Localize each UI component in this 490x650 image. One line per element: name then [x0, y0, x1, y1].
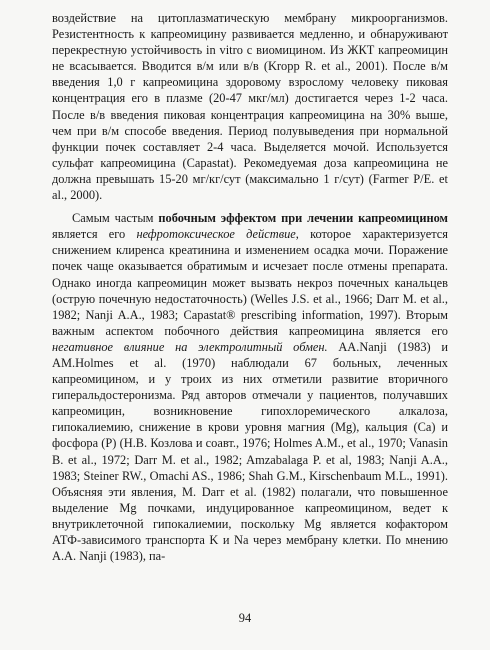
p2-part-2: является его	[52, 227, 137, 242]
paragraph-2	[52, 210, 448, 564]
p2-italic-phrase-2: негативное влияние на электролитный обмен.	[52, 339, 328, 354]
p2-part-4: AA.Nanji (1983) и AM.Holmes et al. (1970) наблюдали 67 больных, леченных капреомицином, и у троих из них отметили развитие вторичного гиперальдостеронизма. Ряд авторов отмечали у пациентов, получавших капреомицин, возникновение гипохлоремического алкалоза, гипокалиемию, снижение в крови уровня магния (Mg), кальция (Ca) и фосфора (P) (Н.В. Козлова и соавт., 1976; Holmes A.M., et al., 1970; Vanasin B. et al., 1972; Darr M. et al., 1982; Amzabalaga P. et al, 1983; Nanji A.A., 1983; Steiner RW., Omachi AS., 1986; Shah G.M., Kirschenbaum M.L., 1991). Объясняя эти явления, M. Darr et al. (1982) полагали, что повышенное выделение Mg почками, индуцированное капреомицином, ведет к внутриклеточной гипокалиемии, поскольку Mg является кофактором АТФ-зависимого транспорта K и Na через мембрану клетки. По мнению A.A. Nanji (1983), па-	[52, 339, 449, 564]
body-text	[52, 10, 448, 564]
paragraph-1: воздействие на цитоплазматическую мембрану микроорганизмов. Резистентность к капреомицину развивается медленно, и обнаруживают перекрестную устойчивость in vitro с виомицином. Из ЖКТ капреомицин не всасывается. Вводится в/м или в/в (Kropp R. et al., 2001). После в/м введения 1,0 г капреомицина здоровому взрослому человеку пиковая концентрация его в плазме (20-47 мкг/мл) достигается через 1-2 часа. После в/в введения пиковая концентрация капреомицина на 30% выше, чем при в/м способе введения. Период полувыведения при нормальной функции почек составляет 2-4 часа. Выделяется мочой. Используется сульфат капреомицина (Capastat). Рекомедуемая доза капреомицина не должна превышать 15-20 мг/кг/сут (максимально 1 г/сут) (Farmer P/E. et al., 2000).	[52, 11, 448, 203]
paragraph-gap	[52, 203, 448, 210]
p2-italic-phrase-1: нефротоксическое действие	[136, 227, 296, 242]
p2-part-3: , которое характеризуется снижением клиренса креатинина и изменением осадка мочи. Поражение почек чаще оказывается обратимым и исчезает после отмены препарата. Однако иногда капреомицин может вызвать некроз почечных канальцев (острую почечную недостаточность) (Welles J.S. et al., 1966; Darr M. et al., 1982; Nanji A.A., 1983; Capastat® prescribing information, 1997). Вторым важным аспектом побочного действия капреомицина является его	[52, 227, 448, 338]
p2-bold-phrase: побочным эффектом при лечении капреомицином	[158, 211, 448, 226]
page-number: 94	[238, 611, 252, 625]
p2-part-1: Самым частым	[72, 211, 159, 226]
